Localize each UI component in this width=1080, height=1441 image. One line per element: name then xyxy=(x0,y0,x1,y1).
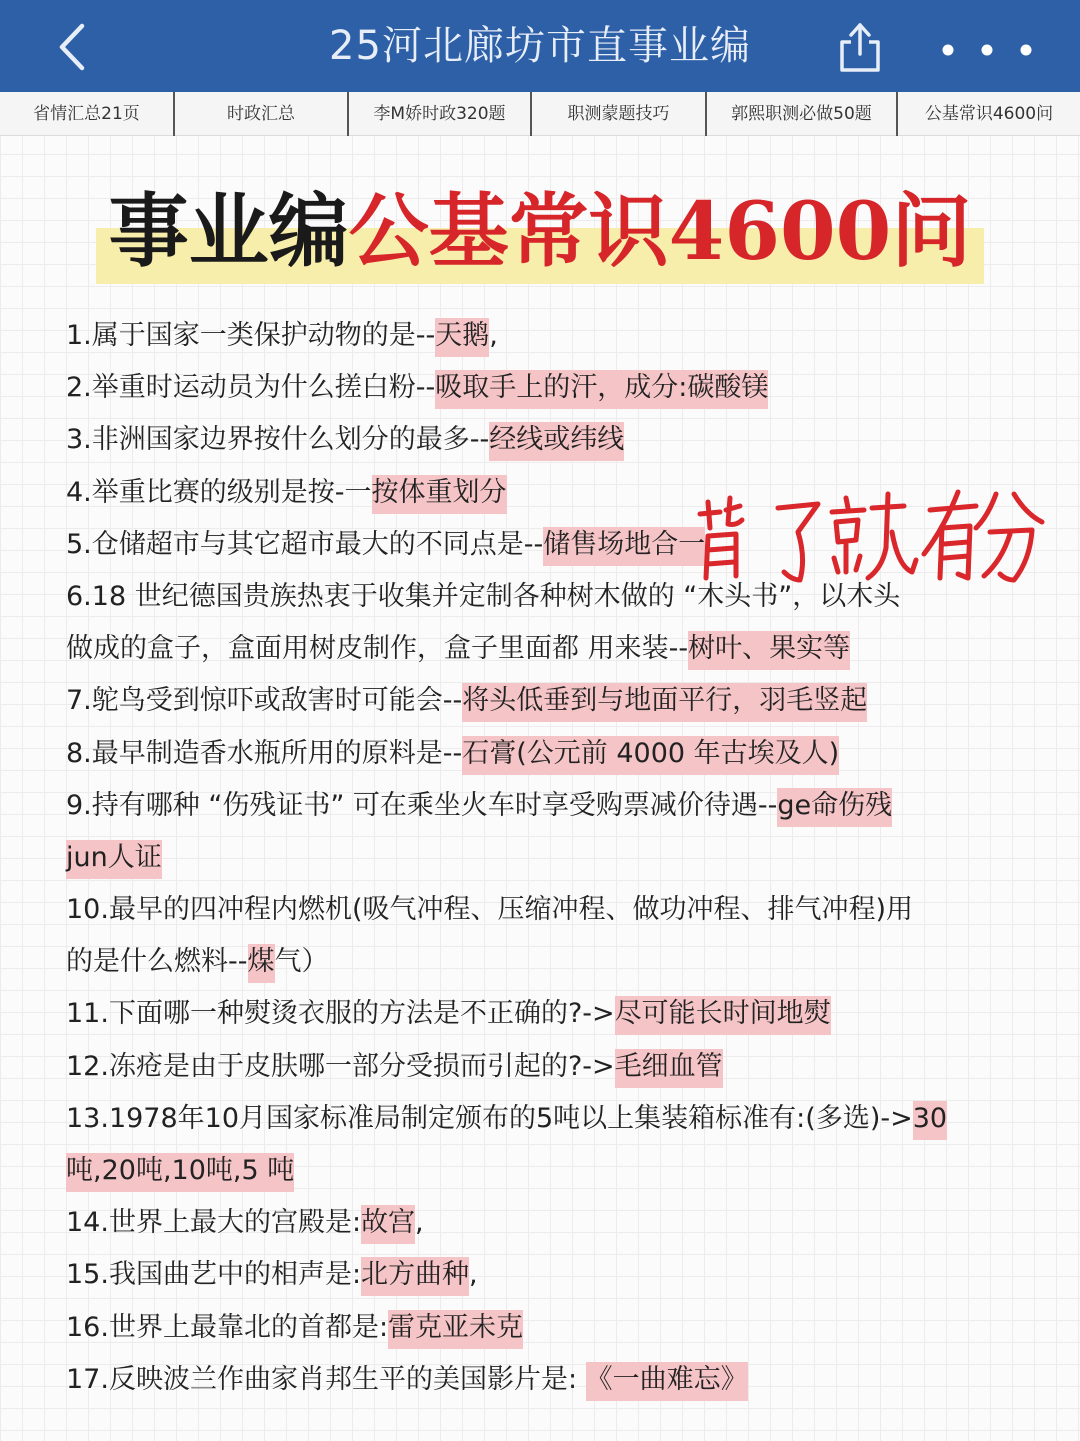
answer-highlight: jun人证 xyxy=(66,840,162,879)
question-text: 11.下面哪一种熨烫衣服的方法是不正确的?-> xyxy=(66,998,615,1030)
main-heading xyxy=(0,176,1080,286)
answer-highlight: 按体重划分 xyxy=(372,475,507,514)
list-item xyxy=(66,362,1026,414)
list-item xyxy=(66,1093,1026,1145)
answer-highlight: 《一曲难忘》 xyxy=(586,1362,748,1401)
top-bar xyxy=(0,0,1080,92)
list-item xyxy=(66,310,1026,362)
trailing-text: , xyxy=(415,1207,424,1239)
list-item xyxy=(66,728,1026,780)
answer-highlight: 30 xyxy=(913,1101,947,1140)
question-text: 做成的盒子，盒面用树皮制作，盒子里面都 用来装-- xyxy=(66,633,689,665)
list-item xyxy=(66,623,1026,675)
more-button[interactable] xyxy=(934,30,1038,70)
list-item xyxy=(66,884,1026,936)
heading-red-part: 公基常识4600问 xyxy=(348,184,972,278)
heading-black-part: 事业编 xyxy=(108,184,349,278)
question-list xyxy=(66,310,1026,1406)
handwritten-note xyxy=(696,488,1046,584)
question-text: 8.最早制造香水瓶所用的原料是-- xyxy=(66,737,463,769)
tab-guess-tips[interactable]: 职测蒙题技巧 xyxy=(532,92,707,136)
answer-highlight: 吸取手上的汗，成分:碳酸镁 xyxy=(435,370,768,409)
answer-highlight: 尽可能长时间地熨 xyxy=(615,996,831,1035)
trailing-text: 气） xyxy=(274,946,329,978)
question-text: 4.举重比赛的级别是按-一 xyxy=(66,476,372,508)
question-text: 16.世界上最靠北的首都是: xyxy=(66,1311,389,1343)
share-button[interactable] xyxy=(836,20,884,74)
answer-highlight: 储售场地合一 xyxy=(543,527,705,566)
question-text: 1.属于国家一类保护动物的是-- xyxy=(66,320,436,351)
list-item xyxy=(66,936,1026,988)
question-text: 9.持有哪种 “伤残证书” 可在乘坐火车时享受购票减价待遇-- xyxy=(66,789,778,821)
question-text: 13.1978年10月国家标准局制定颁布的5吨以上集装箱标准有:(多选)-> xyxy=(66,1102,913,1134)
question-text: 的是什么燃料-- xyxy=(66,946,248,978)
list-item xyxy=(66,988,1026,1040)
question-text: 17.反映波兰作曲家肖邦生平的美国影片是: xyxy=(66,1363,586,1395)
answer-highlight: 吨,20吨,10吨,5 吨 xyxy=(66,1153,294,1192)
question-text: 6.18 世纪德国贵族热衷于收集并定制各种树木做的 “木头书”，以木头 xyxy=(66,580,901,612)
list-item xyxy=(66,1041,1026,1093)
list-item xyxy=(66,414,1026,466)
answer-highlight: 树叶、果实等 xyxy=(688,631,850,670)
question-text: 14.世界上最大的宫殿是: xyxy=(66,1207,362,1239)
question-text: 15.我国曲艺中的相声是: xyxy=(66,1259,362,1291)
more-dots-icon xyxy=(934,30,1038,70)
answer-highlight: 将头低垂到与地面平行，羽毛竖起 xyxy=(462,683,867,722)
tab-current-affairs-320[interactable]: 李M娇时政320题 xyxy=(349,92,532,136)
answer-highlight: 经线或纬线 xyxy=(489,422,624,461)
document-tab-bar xyxy=(0,92,1080,136)
answer-highlight: 北方曲种 xyxy=(361,1257,469,1296)
answer-highlight: 天鹅 xyxy=(435,318,489,357)
tab-common-knowledge-4600[interactable]: 公基常识4600问 xyxy=(924,104,1054,124)
list-item xyxy=(66,1197,1026,1249)
tab-province-summary[interactable]: 省情汇总21页 xyxy=(0,92,175,136)
trailing-text: , xyxy=(469,1259,478,1291)
tab-current-affairs[interactable]: 时政汇总 xyxy=(175,92,349,136)
question-text: 3.非洲国家边界按什么划分的最多-- xyxy=(66,424,490,456)
question-text: 7.鸵鸟受到惊吓或敌害时可能会-- xyxy=(66,685,463,717)
answer-highlight: 石膏(公元前 4000 年古埃及人) xyxy=(462,736,839,775)
trailing-text: , xyxy=(489,320,498,351)
question-text: 5.仓储超市与其它超市最大的不同点是-- xyxy=(66,528,544,560)
list-item xyxy=(66,675,1026,727)
question-text: 2.举重时运动员为什么搓白粉-- xyxy=(66,372,436,404)
tab-must-do-50[interactable]: 郭熙职测必做50题 xyxy=(707,92,898,136)
list-item xyxy=(66,1354,1026,1406)
list-item xyxy=(66,1145,1026,1197)
list-item xyxy=(66,1302,1026,1354)
share-icon xyxy=(836,20,884,74)
question-text: 12.冻疮是由于皮肤哪一部分受损而引起的?-> xyxy=(66,1050,615,1082)
list-item xyxy=(66,780,1026,832)
page-title: 25河北廊坊市直事业编 xyxy=(329,23,751,69)
answer-highlight: 煤 xyxy=(248,944,275,983)
answer-highlight: ge命伤残 xyxy=(777,788,892,827)
list-item xyxy=(66,1249,1026,1301)
answer-highlight: 雷克亚未克 xyxy=(388,1310,523,1349)
answer-highlight: 毛细血管 xyxy=(615,1049,723,1088)
question-text: 10.最早的四冲程内燃机(吸气冲程、压缩冲程、做功冲程、排气冲程)用 xyxy=(66,894,914,926)
answer-highlight: 故宫 xyxy=(361,1205,415,1244)
list-item xyxy=(66,832,1026,884)
